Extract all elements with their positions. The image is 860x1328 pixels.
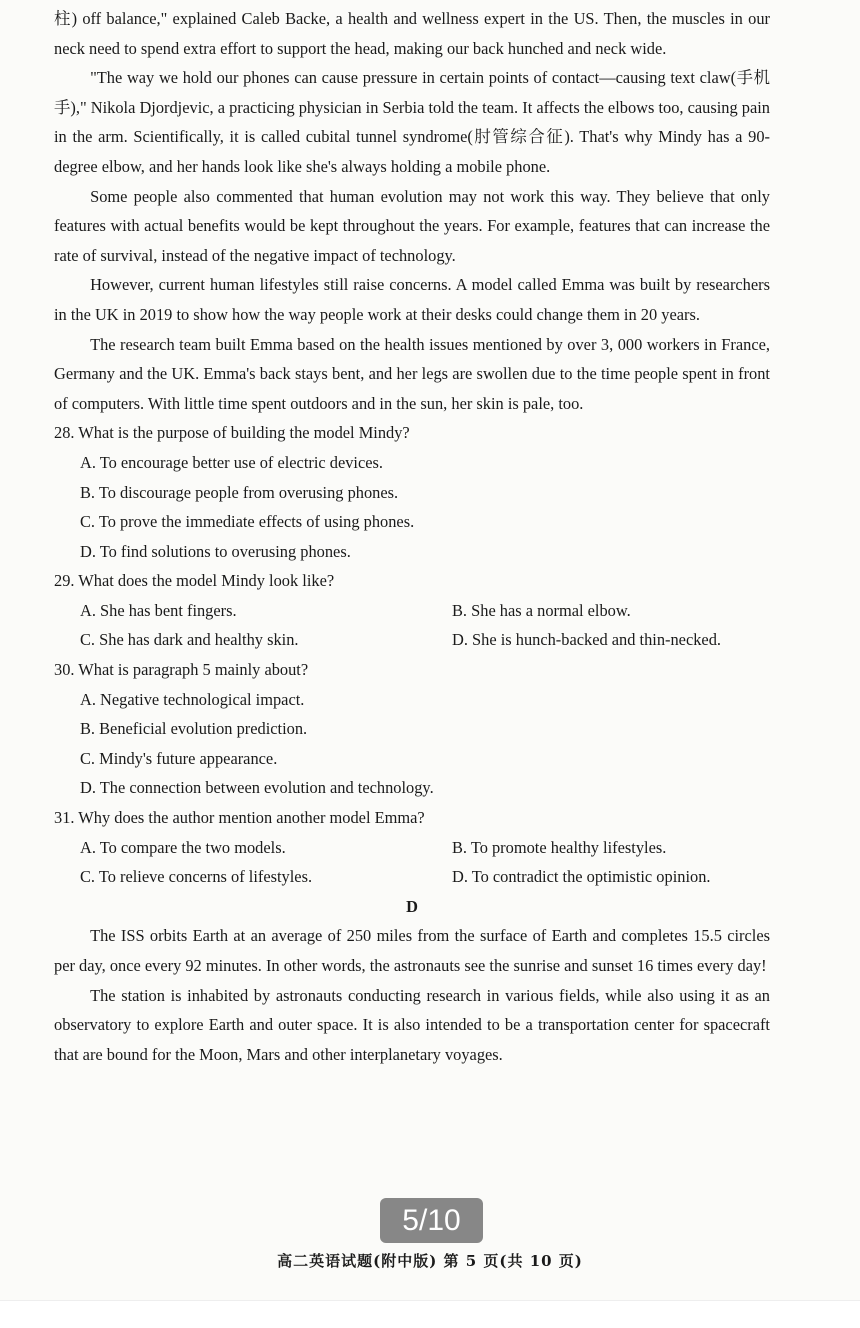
option-31d: D. To contradict the optimistic opinion. (452, 867, 711, 887)
option-28a: A. To encourage better use of electric devices. (80, 452, 384, 472)
option-28b: B. To discourage people from overusing phones. (80, 482, 399, 502)
option-30d: D. The connection between evolution and technology. (80, 778, 434, 798)
option-30b: B. Beneficial evolution prediction. (80, 719, 308, 739)
option-31a: A. To compare the two models. (80, 837, 286, 857)
option-31c: C. To relieve concerns of lifestyles. (80, 867, 313, 887)
question-30: 30. What is paragraph 5 mainly about? (54, 660, 309, 680)
paragraph: 柱) off balance," explained Caleb Backe, a health and wellness expert in the US. Then, the muscles in our neck need to spend extra effort to support the head, making our back hunched and neck wide. (54, 9, 770, 58)
page-body (54, 4, 770, 1069)
options-row (80, 625, 770, 655)
question-28: 28. What is the purpose of building the model Mindy? (54, 423, 410, 443)
options-row (80, 862, 770, 892)
section-heading: D (406, 896, 418, 916)
option-28d: D. To find solutions to overusing phones. (80, 541, 351, 561)
option-29b: B. She has a normal elbow. (452, 600, 631, 620)
paragraph: The station is inhabited by astronauts conducting research in various fields, while also using it as an observatory to explore Earth and outer space. It is also intended to be a transportation center for spacecraft that are bound for the Moon, Mars and other interplanetary voyages. (54, 985, 770, 1064)
question-29: 29. What does the model Mindy look like? (54, 571, 335, 591)
paragraph: Some people also commented that human evolution may not work this way. They believe that only features with actual benefits would be kept throughout the years. For example, features that can increase the rate of survival, instead of the negative impact of technology. (54, 186, 770, 265)
option-31b: B. To promote healthy lifestyles. (452, 837, 667, 857)
paragraph: "The way we hold our phones can cause pressure in certain points of contact—causing text claw(手机手)," Nikola Djordjevic, a practicing physician in Serbia told the team. It affects the elbows too, causing pain in the arm. Scientifically, it is called cubital tunnel syndrome(肘管综合征). That's why Mindy has a 90-degree elbow, and her hands look like she's always holding a mobile phone. (54, 68, 770, 176)
paragraph: The ISS orbits Earth at an average of 250 miles from the surface of Earth and completes 15.5 circles per day, once every 92 minutes. In other words, the astronauts see the sunrise and sunset 16 times every day! (54, 926, 770, 975)
option-29d: D. She is hunch-backed and thin-necked. (452, 630, 721, 650)
page-indicator: 5/10 (380, 1198, 483, 1243)
option-29c: C. She has dark and healthy skin. (80, 630, 299, 650)
page-footer: 高二英语试题(附中版) 第 5 页(共 10 页) (277, 1252, 583, 1270)
option-28c: C. To prove the immediate effects of using phones. (80, 512, 415, 532)
bottom-bar (0, 1300, 860, 1328)
paragraph: The research team built Emma based on the health issues mentioned by over 3, 000 workers in France, Germany and the UK. Emma's back stays bent, and her legs are swollen due to the time people spent in front of computers. With little time spent outdoors and in the sun, her skin is pale, too. (54, 334, 770, 413)
option-30a: A. Negative technological impact. (80, 689, 305, 709)
question-31: 31. Why does the author mention another model Emma? (54, 808, 425, 828)
option-29a: A. She has bent fingers. (80, 600, 237, 620)
paragraph: However, current human lifestyles still raise concerns. A model called Emma was built by researchers in the UK in 2019 to show how the way people work at their desks could change them in 20 years. (54, 275, 770, 324)
options-row (80, 596, 770, 626)
option-30c: C. Mindy's future appearance. (80, 748, 278, 768)
options-row (80, 833, 770, 863)
